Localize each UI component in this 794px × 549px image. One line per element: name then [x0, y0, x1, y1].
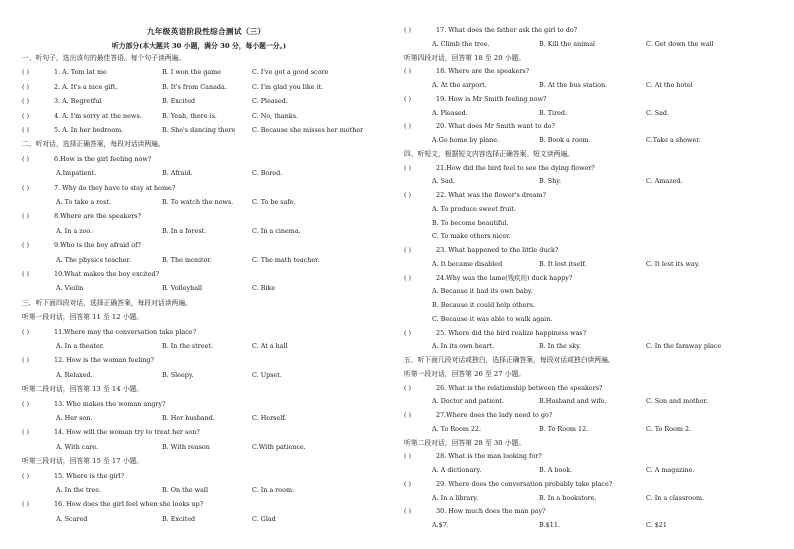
answer-blank: ( )	[404, 383, 412, 392]
single-option-line: B. To become beautiful.	[432, 218, 509, 227]
question-row	[404, 382, 776, 394]
answer-blank: ( )	[404, 507, 412, 516]
options-row	[404, 519, 776, 531]
question-row	[404, 450, 776, 462]
option-a: A. Her son.	[56, 414, 93, 422]
answer-blank: ( )	[22, 82, 30, 91]
option-c: C. In a cinema.	[252, 226, 301, 235]
question-row	[22, 153, 400, 165]
option-c: C. Herself.	[252, 414, 287, 422]
question-text: 13. Who makes the woman angry?	[54, 399, 166, 408]
question-text: 6.How is the girl feeling now?	[54, 154, 152, 163]
question-text: 10.What makes the boy excited?	[54, 270, 160, 278]
option-b: B. With reason	[162, 442, 210, 451]
single-option-line: B. Because it could help others.	[432, 301, 535, 309]
option-c: C. Bike	[252, 284, 276, 293]
options-row	[22, 484, 400, 496]
option-a: A. Pleased.	[432, 108, 468, 117]
question-text: 21.How did the bird feel to see the dying flower?	[436, 163, 595, 172]
question-text: 19. How is Mr Smith feeling now?	[436, 94, 547, 103]
answer-blank: ( )	[22, 154, 30, 163]
answer-blank: ( )	[404, 273, 412, 282]
question-text: 27.Where does the lady need to go?	[436, 411, 553, 419]
option-c: C. To Room 2.	[646, 424, 692, 433]
question-row	[22, 182, 400, 194]
option-b: B. To watch the news.	[162, 198, 234, 206]
options-row	[22, 412, 400, 424]
option-c: C. $21	[646, 521, 667, 529]
option-a: A. With care.	[56, 442, 99, 451]
options-row	[404, 134, 776, 146]
option-b: B. Tired.	[539, 108, 568, 117]
question-row	[404, 272, 776, 284]
option-c: C. Upset.	[252, 370, 282, 379]
options-row	[404, 79, 776, 91]
option-a: A. In a theater.	[56, 342, 105, 350]
section-heading: 听第二段对话，回答第 28 至 30 小题。	[404, 438, 526, 447]
single-option-line: A. To produce sweet fruit.	[432, 204, 517, 213]
question-text: 22. What was the flower's dream?	[436, 191, 547, 199]
answer-blank: ( )	[22, 126, 30, 134]
option-a: A. At the airport.	[432, 81, 487, 89]
question-text: 3. A. Regretful	[54, 97, 102, 106]
answer-blank: ( )	[404, 94, 412, 103]
option-c: C. I'm glad you like it.	[252, 82, 324, 91]
question-text: 11.Where may the conversation take place?	[54, 327, 196, 336]
answer-blank: ( )	[22, 428, 30, 437]
option-c: C. Get down the wall	[646, 39, 714, 48]
question-row	[22, 81, 400, 93]
answer-blank: ( )	[404, 479, 412, 488]
question-row	[22, 110, 400, 122]
option-a: A. To take a rest.	[56, 198, 111, 206]
section-heading: 听第一段对话，回答第 11 至 12 小题。	[22, 313, 144, 322]
section-heading: 四、听短文，根据短文内容选择正确答案。短文读两遍。	[404, 149, 574, 158]
option-b: B. Book a room.	[539, 136, 591, 144]
option-c: C. A magazine.	[646, 466, 695, 474]
option-c: C. The math teacher.	[252, 255, 320, 264]
option-b: B. Her husband.	[162, 414, 215, 422]
question-text: 28. What is the man looking for?	[436, 452, 542, 461]
question-text: 17. What does the father ask the girl to do?	[436, 26, 578, 34]
answer-blank: ( )	[22, 399, 30, 408]
option-c: C. Bored.	[252, 169, 283, 178]
option-c: C. Because she misses her mother	[252, 126, 364, 134]
option-b: B. Volleyball	[162, 284, 203, 293]
question-row	[22, 326, 400, 338]
option-a: A. Sad.	[432, 177, 455, 186]
option-a: A.Impatient.	[56, 169, 97, 178]
single-option-line: A. Because it had its own baby.	[432, 287, 533, 296]
option-a: A. Doctor and patient.	[432, 397, 504, 406]
option-a: A. In a zoo.	[56, 226, 93, 235]
answer-blank: ( )	[22, 270, 30, 278]
option-b: B. Excited	[162, 97, 196, 106]
options-row	[404, 423, 776, 435]
question-text: 20. What does Mr Smith want to do?	[436, 122, 555, 131]
single-option-line: C. Because it was able to walk again.	[432, 314, 553, 323]
option-b: B. Yeah, there is.	[162, 111, 217, 120]
option-c: C. Pleased.	[252, 97, 288, 106]
option-c: C. It lost its way.	[646, 259, 700, 268]
option-c: C. Amazed.	[646, 177, 683, 186]
question-text: 14. How will the woman try to treat her son?	[54, 428, 200, 437]
option-a: A. To Room 22.	[432, 424, 482, 433]
answer-blank: ( )	[404, 26, 412, 34]
options-row	[22, 369, 400, 381]
option-b: B. I won the game	[162, 68, 222, 77]
answer-blank: ( )	[22, 97, 30, 106]
answer-blank: ( )	[404, 122, 412, 131]
question-row	[22, 66, 400, 78]
options-row	[22, 513, 400, 525]
answer-blank: ( )	[22, 183, 30, 192]
options-row	[404, 175, 776, 187]
options-row	[22, 282, 400, 294]
question-text: 5. A. In her bedroom.	[54, 126, 124, 134]
option-c: C. In a room.	[252, 486, 295, 494]
answer-blank: ( )	[404, 328, 412, 337]
option-c: C. Sad.	[646, 108, 670, 117]
option-a: A. Scared	[56, 514, 88, 523]
question-text: 18. Where are the speakers?	[436, 67, 530, 76]
options-row	[404, 258, 776, 270]
options-row	[404, 107, 776, 119]
option-b: B. On the wall	[162, 486, 209, 494]
option-c: C.With patience.	[252, 442, 306, 451]
option-b: B. It's from Canada.	[162, 82, 227, 91]
option-a: A. Climb the tree.	[432, 39, 490, 48]
question-text: 1. A. Tom lat me	[54, 68, 107, 77]
option-c: C. At the hotel	[646, 81, 693, 89]
answer-blank: ( )	[22, 500, 30, 509]
option-b: B. It lost itself.	[539, 259, 587, 268]
question-text: 7. Why do they have to stay at home?	[54, 183, 176, 192]
option-a: A. Relaxed.	[56, 370, 93, 379]
answer-blank: ( )	[22, 111, 30, 120]
option-a: A. Violin	[56, 284, 84, 293]
option-a: A. In its own heart.	[432, 342, 495, 351]
option-c: C. To be safe.	[252, 198, 296, 206]
question-row	[22, 354, 400, 366]
option-a: A. In a library.	[432, 493, 479, 502]
option-a: A.Go home by plane.	[432, 136, 500, 144]
options-row	[22, 167, 400, 179]
options-row	[22, 196, 400, 208]
options-row	[404, 340, 776, 352]
question-row	[404, 93, 776, 105]
question-row	[404, 505, 776, 517]
option-a: A. In the tree.	[56, 486, 102, 494]
option-a: A.$7.	[432, 521, 449, 529]
option-b: B. She's dancing there	[162, 126, 236, 134]
options-row	[404, 395, 776, 407]
question-row	[22, 239, 400, 251]
section-heading: 听第三段对话，回答第 15 至 17 小题。	[22, 457, 144, 466]
options-row	[404, 492, 776, 504]
answer-blank: ( )	[22, 68, 30, 77]
question-text: 23. What happened to the little duck?	[436, 246, 559, 254]
question-row	[22, 210, 400, 222]
option-b: B. A book.	[539, 466, 573, 474]
question-row	[22, 498, 400, 510]
option-c: C. I've got a good score	[252, 68, 329, 77]
section-heading: 五、听下面几段对话或独白，选择正确答案，每段对话或独白读两遍。	[404, 356, 615, 364]
option-b: B. Excited	[162, 514, 196, 523]
question-text: 26. What is the relationship between the speakers?	[436, 383, 603, 392]
section-heading: 二、听对话，选择正确答案，每段对话读两遍。	[22, 140, 165, 149]
option-c: C.Take a shower.	[646, 136, 701, 144]
question-row	[404, 162, 776, 174]
options-row	[22, 254, 400, 266]
option-b: B. In a bookstore.	[539, 493, 597, 502]
answer-blank: ( )	[404, 452, 412, 461]
options-row	[22, 441, 400, 453]
question-row	[22, 398, 400, 410]
single-option-line: C. To make others nicer.	[432, 232, 511, 241]
question-row	[22, 426, 400, 438]
section-heading: 听第四段对话，回答第 18 至 20 小题。	[404, 53, 526, 62]
question-row	[404, 478, 776, 490]
option-b: B. At the bus station.	[539, 81, 608, 89]
question-row	[22, 268, 400, 280]
option-b: B. The monitor.	[162, 255, 212, 264]
answer-blank: ( )	[404, 67, 412, 76]
option-c: C. At a hall	[252, 342, 288, 350]
question-row	[404, 409, 776, 421]
option-b: B. To Room 12.	[539, 424, 589, 433]
question-row	[404, 189, 776, 201]
option-b: B.Husband and wife.	[539, 397, 607, 406]
option-b: B.$11.	[539, 521, 560, 529]
question-row	[404, 327, 776, 339]
answer-blank: ( )	[22, 356, 30, 365]
option-b: B. Afraid.	[162, 169, 193, 178]
options-row	[22, 340, 400, 352]
question-text: 4. A. I'm sorry at the news.	[54, 111, 142, 120]
section-heading: 听第一段对话，回答第 26 至 27 小题。	[404, 369, 526, 378]
question-row	[22, 470, 400, 482]
section-heading: 三、听下面四段对话，选择正确答案，每段对话读两遍。	[22, 298, 192, 307]
options-row	[22, 225, 400, 237]
question-text: 9.Who is the boy afraid of?	[54, 241, 141, 250]
option-b: B. In the street.	[162, 342, 213, 350]
question-text: 2. A. It's a nice gift.	[54, 82, 118, 91]
options-row	[404, 38, 776, 50]
option-b: B. Sleepy.	[162, 370, 194, 379]
answer-blank: ( )	[22, 471, 30, 480]
option-c: C. Glad	[252, 514, 276, 523]
option-c: C. No, thanks.	[252, 111, 299, 120]
answer-blank: ( )	[22, 327, 30, 336]
option-a: A. It became disabled	[432, 259, 503, 268]
question-text: 25. Where did the bird realize happiness was?	[436, 328, 587, 337]
answer-blank: ( )	[404, 246, 412, 254]
question-row	[404, 120, 776, 132]
question-row	[404, 24, 776, 36]
exam-title: 九年级英语阶段性综合测试（三）	[147, 27, 266, 36]
question-text: 16. How does the girl feel when she looks up?	[54, 500, 204, 509]
question-text: 24.Why was the lame(残疾的) duck happy?	[436, 273, 573, 282]
question-text: 8.Where are the speakers?	[54, 212, 141, 221]
question-text: 29. Where does the conversation probably take place?	[436, 479, 613, 488]
question-row	[22, 124, 400, 136]
option-b: B. Kill the animal	[539, 39, 596, 48]
question-row	[22, 95, 400, 107]
options-row	[404, 464, 776, 476]
answer-blank: ( )	[404, 163, 412, 172]
section-heading: 听第二段对话，回答第 13 至 14 小题。	[22, 385, 144, 394]
option-c: C. In the faraway place	[646, 342, 722, 351]
question-row	[404, 244, 776, 256]
option-a: A. The physics teacher.	[56, 255, 131, 264]
listening-section-subtitle: 听力部分(本大题共 30 小题，满分 30 分，每小题一分。)	[112, 42, 287, 50]
question-text: 12. How is the woman feeling?	[54, 356, 154, 365]
answer-blank: ( )	[404, 191, 412, 199]
question-row	[404, 65, 776, 77]
option-b: B. In the sky.	[539, 342, 581, 351]
answer-blank: ( )	[22, 241, 30, 250]
option-b: B. In a forest.	[162, 226, 207, 235]
answer-blank: ( )	[404, 411, 412, 419]
option-b: B. Shy.	[539, 177, 562, 186]
option-c: C. Son and mother.	[646, 397, 708, 406]
section-heading: 一、听句子，选出该句的最佳答语。每个句子读两遍。	[22, 54, 186, 62]
question-text: 30. How much does the man pay?	[436, 507, 546, 516]
answer-blank: ( )	[22, 212, 30, 221]
question-text: 15. Where is the girl?	[54, 471, 125, 480]
option-c: C. In a classroom.	[646, 493, 705, 502]
option-a: A. A dictionary.	[432, 466, 482, 474]
